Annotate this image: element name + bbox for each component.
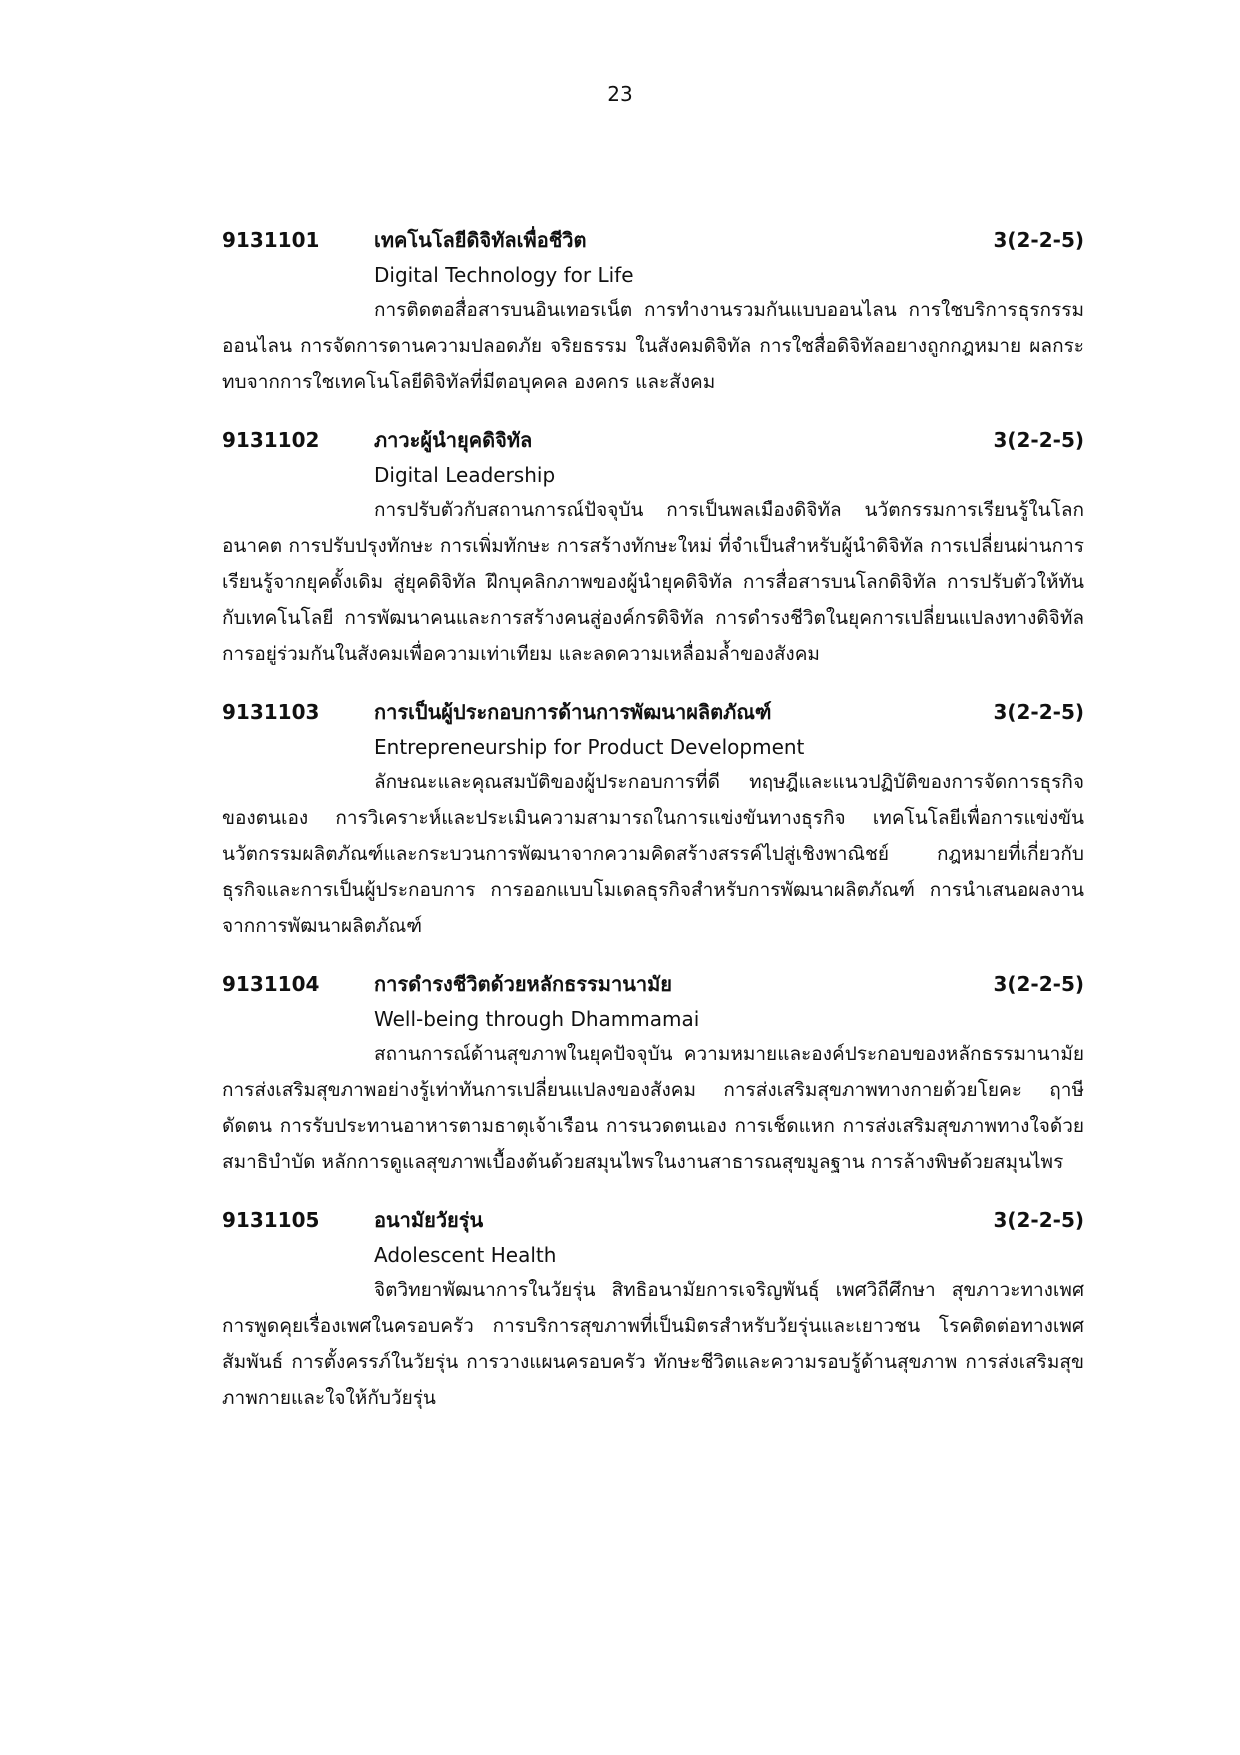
course-credits: 3(2-2-5)	[993, 1208, 1084, 1232]
course-description: จิตวิทยาพัฒนาการในวัยรุ่น สิทธิอนามัยการเจริญพันธุ์ เพศวิถีศึกษา สุขภาวะทางเพศ การพูดคุยเรื่องเพศในครอบครัว การบริการสุขภาพที่เป็นมิตรสำหรับวัยรุ่นและเยาวชน โรคติดต่อทางเพศสัมพันธ์ การตั้งครรภ์ในวัยรุ่น การวางแผนครอบครัว ทักษะชีวิตและความรอบรู้ด้านสุขภาพ การส่งเสริมสุขภาพกายและใจให้กับวัยรุ่น	[222, 1279, 1084, 1409]
course-header	[222, 1202, 1084, 1238]
course-list	[222, 222, 1084, 1438]
course-code: 9131105	[222, 1208, 320, 1232]
course-credits: 3(2-2-5)	[993, 428, 1084, 452]
course-title-thai: อนามัยวัยรุ่น	[374, 1208, 484, 1232]
course-entry	[222, 222, 1084, 400]
course-header	[222, 694, 1084, 730]
course-header	[222, 966, 1084, 1002]
course-credits: 3(2-2-5)	[993, 700, 1084, 724]
course-code: 9131103	[222, 700, 320, 724]
course-entry	[222, 966, 1084, 1180]
course-description: การปรับตัวกับสถานการณ์ปัจจุบัน การเป็นพลเมืองดิจิทัล นวัตกรรมการเรียนรู้ในโลกอนาคต การปรับปรุงทักษะ การเพิ่มทักษะ การสร้างทักษะใหม่ ที่จำเป็นสำหรับผู้นำดิจิทัล การเปลี่ยนผ่านการเรียนรู้จากยุคดั้งเดิม สู่ยุคดิจิทัล ฝึกบุคลิกภาพของผู้นำยุคดิจิทัล การสื่อสารบนโลกดิจิทัล การปรับตัวให้ทันกับเทคโนโลยี การพัฒนาคนและการสร้างคนสู่องค์กรดิจิทัล การดำรงชีวิตในยุคการเปลี่ยนแปลงทางดิจิทัล การอยู่ร่วมกันในสังคมเพื่อความเท่าเทียม และลดความเหลื่อมล้ำของสังคม	[222, 499, 1084, 665]
course-entry	[222, 1202, 1084, 1416]
course-header	[222, 422, 1084, 458]
course-code: 9131104	[222, 972, 320, 996]
course-entry	[222, 422, 1084, 672]
course-title-english: Digital Leadership	[374, 463, 556, 487]
course-title-thai: เทคโนโลยีดิจิทัลเพื่อชีวิต	[374, 228, 587, 252]
course-title-thai: ภาวะผู้นำยุคดิจิทัล	[374, 428, 533, 452]
page-number: 23	[607, 82, 633, 106]
course-credits: 3(2-2-5)	[993, 972, 1084, 996]
course-description: การติดตอสื่อสารบนอินเทอรเน็ต การทํางานรวมกันแบบออนไลน การใชบริการธุรกรรมออนไลน การจัดการดานความปลอดภัย จริยธรรม ในสังคมดิจิทัล การใชสื่อดิจิทัลอยางถูกกฎหมาย ผลกระทบจากการใชเทคโนโลยีดิจิทัลที่มีตอบุคคล องคกร และสังคม	[222, 299, 1084, 393]
course-code: 9131102	[222, 428, 320, 452]
course-credits: 3(2-2-5)	[993, 228, 1084, 252]
course-code: 9131101	[222, 228, 320, 252]
course-title-english: Well-being through Dhammamai	[374, 1007, 700, 1031]
course-description: สถานการณ์ด้านสุขภาพในยุคปัจจุบัน ความหมายและองค์ประกอบของหลักธรรมานามัย การส่งเสริมสุขภาพอย่างรู้เท่าทันการเปลี่ยนแปลงของสังคม การส่งเสริมสุขภาพทางกายด้วยโยคะ ฤาษีดัดตน การรับประทานอาหารตามธาตุเจ้าเรือน การนวดตนเอง การเช็ดแหก การส่งเสริมสุขภาพทางใจด้วยสมาธิบำบัด หลักการดูแลสุขภาพเบื้องต้นด้วยสมุนไพรในงานสาธารณสุขมูลฐาน การล้างพิษด้วยสมุนไพร	[222, 1043, 1084, 1173]
course-entry	[222, 694, 1084, 944]
course-title-english: Adolescent Health	[374, 1243, 557, 1267]
course-title-thai: การดำรงชีวิตด้วยหลักธรรมานามัย	[374, 972, 672, 996]
course-title-english: Digital Technology for Life	[374, 263, 634, 287]
course-title-thai: การเป็นผู้ประกอบการด้านการพัฒนาผลิตภัณฑ์	[374, 700, 772, 724]
course-title-english: Entrepreneurship for Product Development	[374, 735, 805, 759]
course-description: ลักษณะและคุณสมบัติของผู้ประกอบการที่ดี ทฤษฎีและแนวปฏิบัติของการจัดการธุรกิจของตนเอง การวิเคราะห์และประเมินความสามารถในการแข่งขันทางธุรกิจ เทคโนโลยีเพื่อการแข่งขัน นวัตกรรมผลิตภัณฑ์และกระบวนการพัฒนาจากความคิดสร้างสรรค์ไปสู่เชิงพาณิชย์ กฎหมายที่เกี่ยวกับธุรกิจและการเป็นผู้ประกอบการ การออกแบบโมเดลธุรกิจสำหรับการพัฒนาผลิตภัณฑ์ การนำเสนอผลงานจากการพัฒนาผลิตภัณฑ์	[222, 771, 1084, 937]
course-header	[222, 222, 1084, 258]
